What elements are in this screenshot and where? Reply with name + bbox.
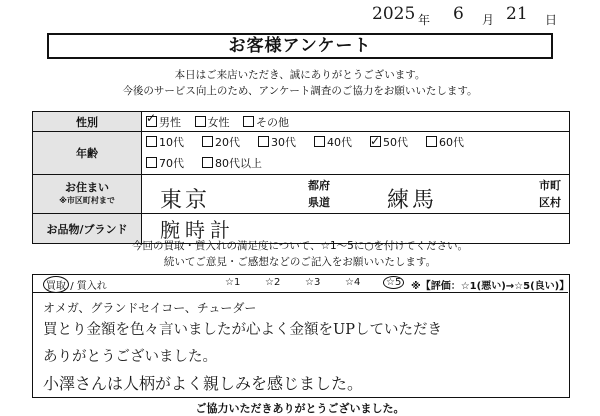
rating-scale-note: ※【評価：☆1(悪い)→☆5(良い)】	[411, 281, 570, 292]
checkbox-icon[interactable]	[314, 136, 325, 147]
address-row	[33, 175, 570, 214]
rating-type	[45, 277, 107, 292]
age-option-30s[interactable]: 30代	[258, 132, 308, 153]
checkbox-checked-icon[interactable]	[146, 116, 157, 127]
greeting-line-1: 本日はご来店いただき、誠にありがとうございます。	[174, 69, 426, 81]
type-pawn-option[interactable]: 質入れ	[76, 281, 107, 292]
city-suffix-bottom: 区村	[539, 196, 561, 209]
age-option-40s[interactable]: 40代	[314, 132, 364, 153]
prefecture-suffix-top: 都府	[308, 179, 330, 192]
star-3[interactable]: ☆3	[305, 277, 321, 288]
address-label: お住まい ※市区町村まで	[33, 175, 142, 214]
date-day: 21	[506, 4, 528, 24]
instruction-line-1: 今回の買取・質入れの満足度について、☆1～5に○を付けてください。	[131, 240, 468, 252]
gender-option-male[interactable]: ✓ 男性	[146, 114, 181, 130]
address-field[interactable]	[142, 175, 570, 214]
rating-header	[33, 275, 568, 293]
comment-line-2: 買とり金額を色々言いましたが心よく金額をUPしていただき	[43, 322, 442, 338]
date-year: 2025	[372, 4, 416, 24]
address-sublabel: ※市区町村まで	[59, 196, 115, 205]
instruction-line-2: 続いてご意見・ご感想などのご記入をお願いいたします。	[163, 256, 437, 268]
checkbox-icon[interactable]	[426, 136, 437, 147]
city-suffix-top: 市町	[539, 179, 561, 192]
gender-option-female[interactable]: 女性	[195, 114, 230, 130]
greeting-line-2: 今後のサービス向上のため、アンケート調査のご協力をお願いいたします。	[122, 85, 478, 97]
age-option-50s[interactable]: ✓ 50代	[370, 132, 420, 153]
year-label: 年	[418, 13, 431, 27]
checkbox-icon[interactable]	[202, 136, 213, 147]
checkbox-icon[interactable]	[146, 136, 157, 147]
age-option-70s[interactable]: 70代	[146, 153, 196, 174]
age-option-20s[interactable]: 20代	[202, 132, 252, 153]
month-label: 月	[482, 13, 495, 27]
age-option-80s-plus[interactable]: 80代以上	[202, 153, 292, 174]
city-value: 練馬	[387, 188, 438, 213]
checkbox-icon[interactable]	[202, 157, 213, 168]
date-month: 6	[453, 4, 464, 24]
checkbox-icon[interactable]	[258, 136, 269, 147]
footer-thanks: ご協力いただきありがとうございました。	[195, 402, 405, 415]
checkbox-icon[interactable]	[146, 157, 157, 168]
star-1[interactable]: ☆1	[225, 277, 241, 288]
gender-label: 性別	[33, 112, 142, 132]
survey-form	[32, 111, 570, 244]
gender-row	[33, 112, 570, 132]
comment-line-4: 小澤さんは人柄がよく親しみを感じました。	[43, 374, 364, 393]
type-separator: /	[70, 281, 74, 292]
star-4[interactable]: ☆4	[345, 277, 361, 288]
checkbox-icon[interactable]	[195, 116, 206, 127]
comment-line-3: ありがとうございました。	[43, 349, 217, 365]
item-value: 腕時計	[160, 218, 235, 242]
age-label: 年齢	[33, 132, 142, 175]
age-options	[142, 132, 570, 175]
prefecture-value: 東京	[160, 188, 211, 213]
survey-title: お客様アンケート	[47, 33, 553, 59]
gender-option-other[interactable]: その他	[243, 114, 289, 130]
age-option-60s[interactable]: 60代	[426, 132, 476, 153]
checkbox-checked-icon[interactable]	[370, 136, 381, 147]
age-option-10s[interactable]: 10代	[146, 132, 196, 153]
checkbox-icon[interactable]	[243, 116, 254, 127]
rating-section	[32, 274, 570, 398]
type-buy-option[interactable]: 買取	[43, 276, 69, 293]
star-2[interactable]: ☆2	[265, 277, 281, 288]
prefecture-suffix-bottom: 県道	[308, 196, 330, 209]
comment-line-1: オメガ、グランドセイコー、チューダー	[43, 301, 257, 315]
item-label: お品物/ブランド	[33, 214, 142, 244]
star-5-selected[interactable]: ☆5	[383, 276, 404, 289]
age-row	[33, 132, 570, 175]
gender-options	[142, 112, 570, 132]
day-label: 日	[545, 13, 558, 27]
